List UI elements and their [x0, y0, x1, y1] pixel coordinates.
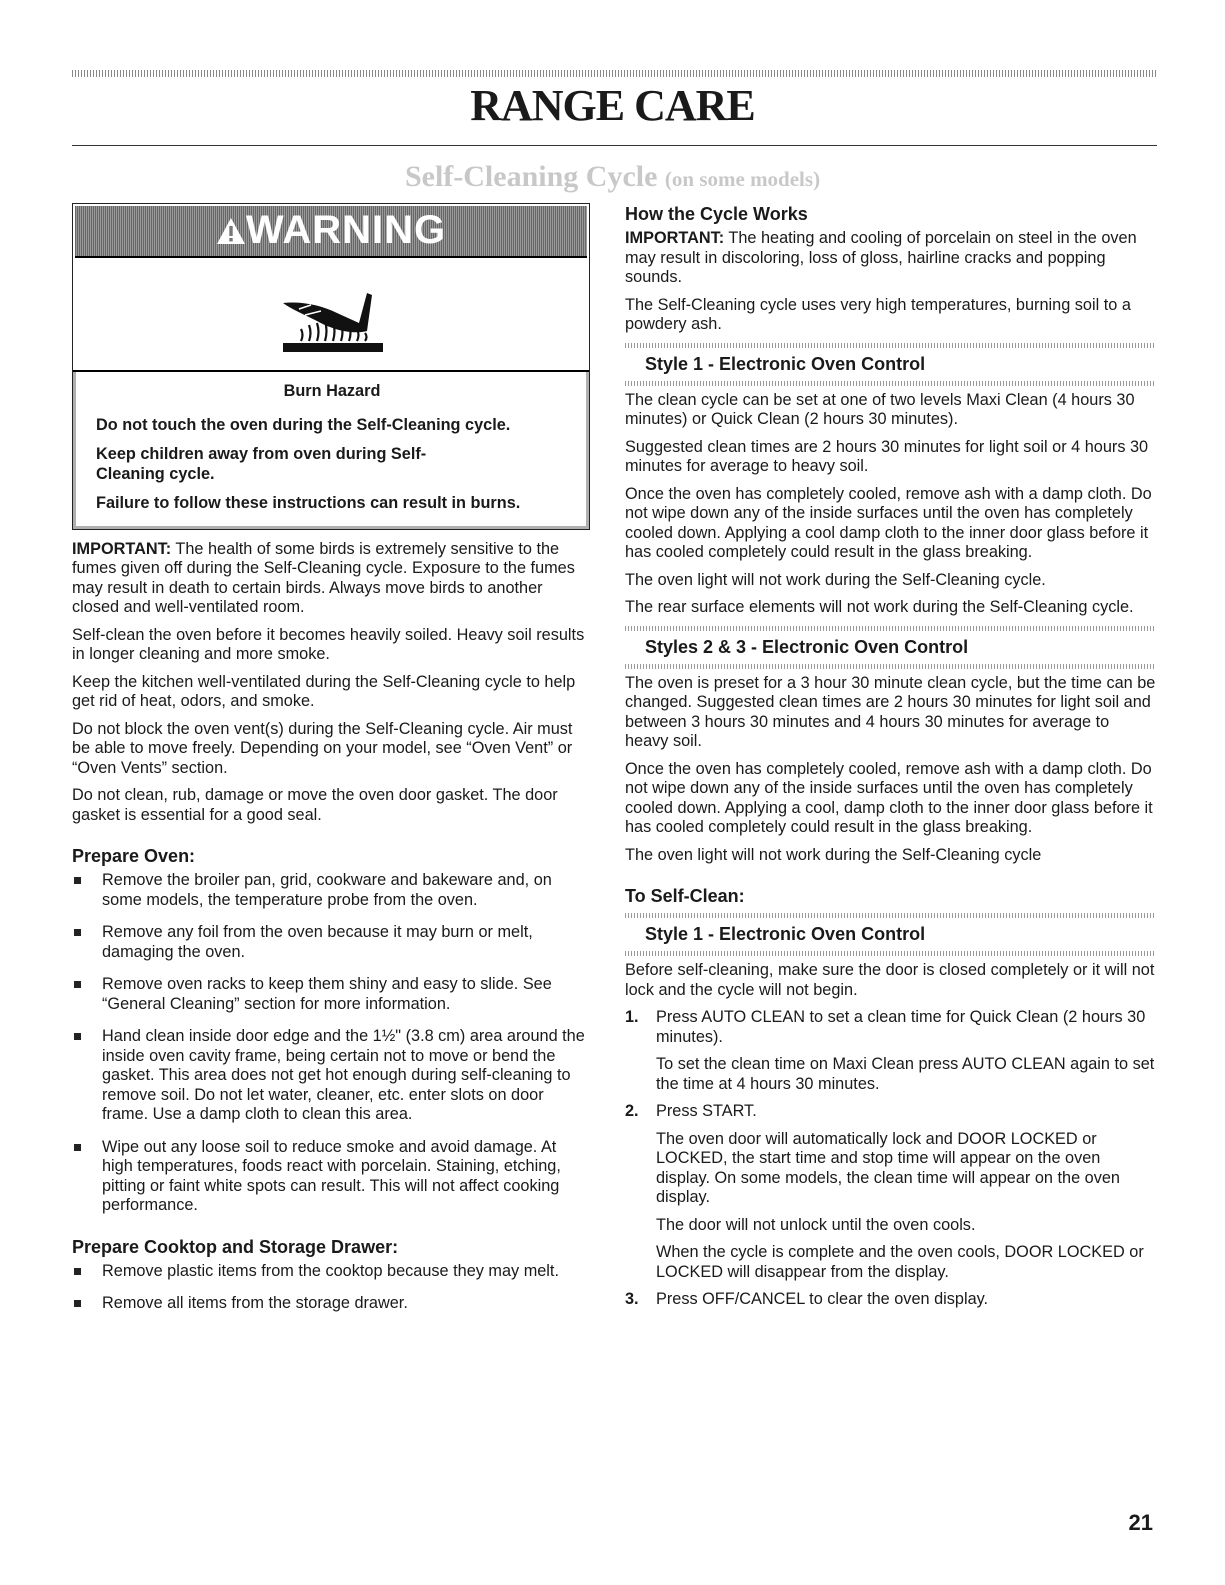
left-para: Self-clean the oven before it becomes heavily soiled. Heavy soil results in longer cleaning and more smoke. — [72, 625, 585, 663]
left-para: Keep the kitchen well-ventilated during the Self-Cleaning cycle to help get rid of heat, odors, and smoke. — [72, 672, 576, 710]
warning-text — [73, 372, 589, 529]
prepare-cooktop-list — [72, 1262, 591, 1314]
square-bullet-icon — [74, 1033, 81, 1040]
style23-para: The oven is preset for a 3 hour 30 minute clean cycle, but the time can be changed. Suggested clean times are 2 hours 30 minutes for light soil and between 3 hours 30 minutes and 4 hours 30 minutes for average to heavy soil. — [625, 673, 1156, 750]
to-self-clean-style-heading: Style 1 - Electronic Oven Control — [645, 924, 926, 944]
dotted-rule — [625, 626, 1156, 631]
warning-line-1: Do not touch the oven during the Self-Cleaning cycle. — [96, 415, 511, 434]
prepare-oven-heading: Prepare Oven: — [72, 846, 196, 866]
step-number: 1. — [625, 1008, 639, 1026]
important-label: IMPORTANT: — [72, 539, 172, 558]
title-rule — [72, 145, 1157, 146]
warning-triangle-icon — [216, 217, 246, 245]
top-dotted-band — [72, 70, 1157, 77]
list-item: Wipe out any loose soil to reduce smoke and avoid damage. At high temperatures, foods react with porcelain. Staining, etching, pitting or faint white spots can result. This will not affect cooking performance. — [72, 1138, 591, 1216]
self-clean-steps — [625, 1008, 1156, 1310]
section-title — [0, 160, 1225, 194]
step-3 — [625, 1290, 1156, 1310]
step-text: Press OFF/CANCEL to clear the oven display. — [656, 1290, 989, 1308]
list-item: Remove all items from the storage drawer. — [72, 1294, 591, 1314]
birds-important — [72, 540, 591, 618]
warning-header — [75, 206, 587, 258]
step-text: Press START. — [656, 1102, 757, 1120]
dotted-rule — [625, 913, 1156, 918]
how-para: The Self-Cleaning cycle uses very high temperatures, burning soil to a powdery ash. — [625, 295, 1131, 333]
style23-para: The oven light will not work during the Self-Cleaning cycle — [625, 845, 1042, 864]
step-number: 3. — [625, 1290, 639, 1308]
step-number: 2. — [625, 1102, 639, 1120]
how-cycle-works-heading: How the Cycle Works — [625, 204, 808, 224]
warning-line-2: Keep children away from oven during Self-Cleaning cycle. — [96, 445, 427, 483]
list-item: Remove oven racks to keep them shiny and easy to slide. See “General Cleaning” section for more information. — [72, 975, 591, 1014]
style23-heading: Styles 2 & 3 - Electronic Oven Control — [645, 636, 969, 657]
style1-para: The oven light will not work during the Self-Cleaning cycle. — [625, 570, 1046, 589]
important-text: The heating and cooling of porcelain on steel in the oven may result in discoloring, loss of gloss, hairline cracks and popping sounds. — [625, 229, 1137, 286]
list-item: Hand clean inside door edge and the 1½" (3.8 cm) area around the inside oven cavity frame, being certain not to move or bend the gasket. This area does not get hot enough during self-cleaning to remove soil. Do not let water, cleaner, etc. enter slots on door frame. Use a damp cloth to clean this area. — [72, 1027, 591, 1125]
square-bullet-icon — [74, 877, 81, 884]
burn-hazard-pictogram — [73, 260, 589, 372]
dotted-rule — [625, 343, 1156, 348]
page-title: RANGE CARE — [470, 81, 755, 130]
square-bullet-icon — [74, 1268, 81, 1275]
style23-para: Once the oven has completely cooled, remove ash with a damp cloth. Do not wipe down any of the inside surfaces until the oven has completely cooled down. Applying a cool, damp cloth to the inner door glass before it has cooled completely could result in the glass breaking. — [625, 759, 1153, 836]
step-text: To set the clean time on Maxi Clean press AUTO CLEAN again to set the time at 4 hours 30 minutes. — [656, 1055, 1155, 1093]
style1-heading: Style 1 - Electronic Oven Control — [645, 353, 926, 374]
square-bullet-icon — [74, 1144, 81, 1151]
prepare-oven-list — [72, 871, 591, 1216]
important-text: The health of some birds is extremely sensitive to the fumes given off during the Self-Cleaning cycle. Exposure to the fumes may result in death to certain birds. Always move birds to another closed and well-ventilated room. — [72, 539, 575, 616]
warning-hazard: Burn Hazard — [283, 382, 381, 400]
dotted-rule — [625, 664, 1156, 669]
style1-para: Suggested clean times are 2 hours 30 minutes for light soil or 4 hours 30 minutes for average to heavy soil. — [625, 437, 1149, 475]
to-self-clean-intro: Before self-cleaning, make sure the door is closed completely or it will not lock and the cycle will not begin. — [625, 961, 1155, 999]
step-2 — [625, 1102, 1156, 1282]
important-label: IMPORTANT: — [625, 229, 725, 247]
dotted-rule — [625, 381, 1156, 386]
step-text: Press AUTO CLEAN to set a clean time for Quick Clean (2 hours 30 minutes). — [656, 1008, 1146, 1046]
list-item: Remove the broiler pan, grid, cookware and bakeware and, on some models, the temperature probe from the oven. — [72, 871, 591, 910]
square-bullet-icon — [74, 929, 81, 936]
warning-box — [72, 203, 590, 530]
warning-label: WARNING — [216, 217, 446, 245]
list-item: Remove any foil from the oven because it may burn or melt, damaging the oven. — [72, 923, 591, 962]
step-1 — [625, 1008, 1156, 1094]
left-para: Do not clean, rub, damage or move the oven door gasket. The door gasket is essential for a good seal. — [72, 786, 558, 824]
step-text: The door will not unlock until the oven cools. — [656, 1215, 976, 1234]
list-item: Remove plastic items from the cooktop because they may melt. — [72, 1262, 591, 1282]
left-column — [72, 203, 591, 1327]
right-column — [625, 203, 1156, 1318]
dotted-rule — [625, 951, 1156, 956]
step-text: When the cycle is complete and the oven cools, DOOR LOCKED or LOCKED will disappear from the display. — [656, 1243, 1144, 1281]
page-number: 21 — [1128, 1510, 1153, 1535]
square-bullet-icon — [74, 981, 81, 988]
section-title-text: Self-Cleaning Cycle — [404, 160, 658, 193]
step-text: The oven door will automatically lock and DOOR LOCKED or LOCKED, the start time and stop time will appear on the oven display. On some models, the clean time will appear on the oven display. — [656, 1129, 1120, 1206]
hand-heat-icon — [271, 275, 391, 355]
to-self-clean-heading: To Self-Clean: — [625, 886, 745, 906]
square-bullet-icon — [74, 1300, 81, 1307]
warning-line-3: Failure to follow these instructions can result in burns. — [96, 494, 521, 512]
style1-para: The clean cycle can be set at one of two levels Maxi Clean (4 hours 30 minutes) or Quick Clean (2 hours 30 minutes). — [625, 390, 1135, 428]
style1-para: Once the oven has completely cooled, remove ash with a damp cloth. Do not wipe down any of the inside surfaces until the oven has completely cooled down. Applying a cool damp cloth to the inner door glass before it has cooled completely could result in the glass breaking. — [625, 484, 1152, 561]
prepare-cooktop-heading: Prepare Cooktop and Storage Drawer: — [72, 1236, 399, 1257]
section-title-note: (on some models) — [664, 167, 821, 191]
how-important — [625, 229, 1156, 288]
style1-para: The rear surface elements will not work during the Self-Cleaning cycle. — [625, 598, 1134, 616]
left-para: Do not block the oven vent(s) during the Self-Cleaning cycle. Air must be able to move freely. Depending on your model, see “Oven Vent” or “Oven Vents” section. — [72, 719, 573, 777]
